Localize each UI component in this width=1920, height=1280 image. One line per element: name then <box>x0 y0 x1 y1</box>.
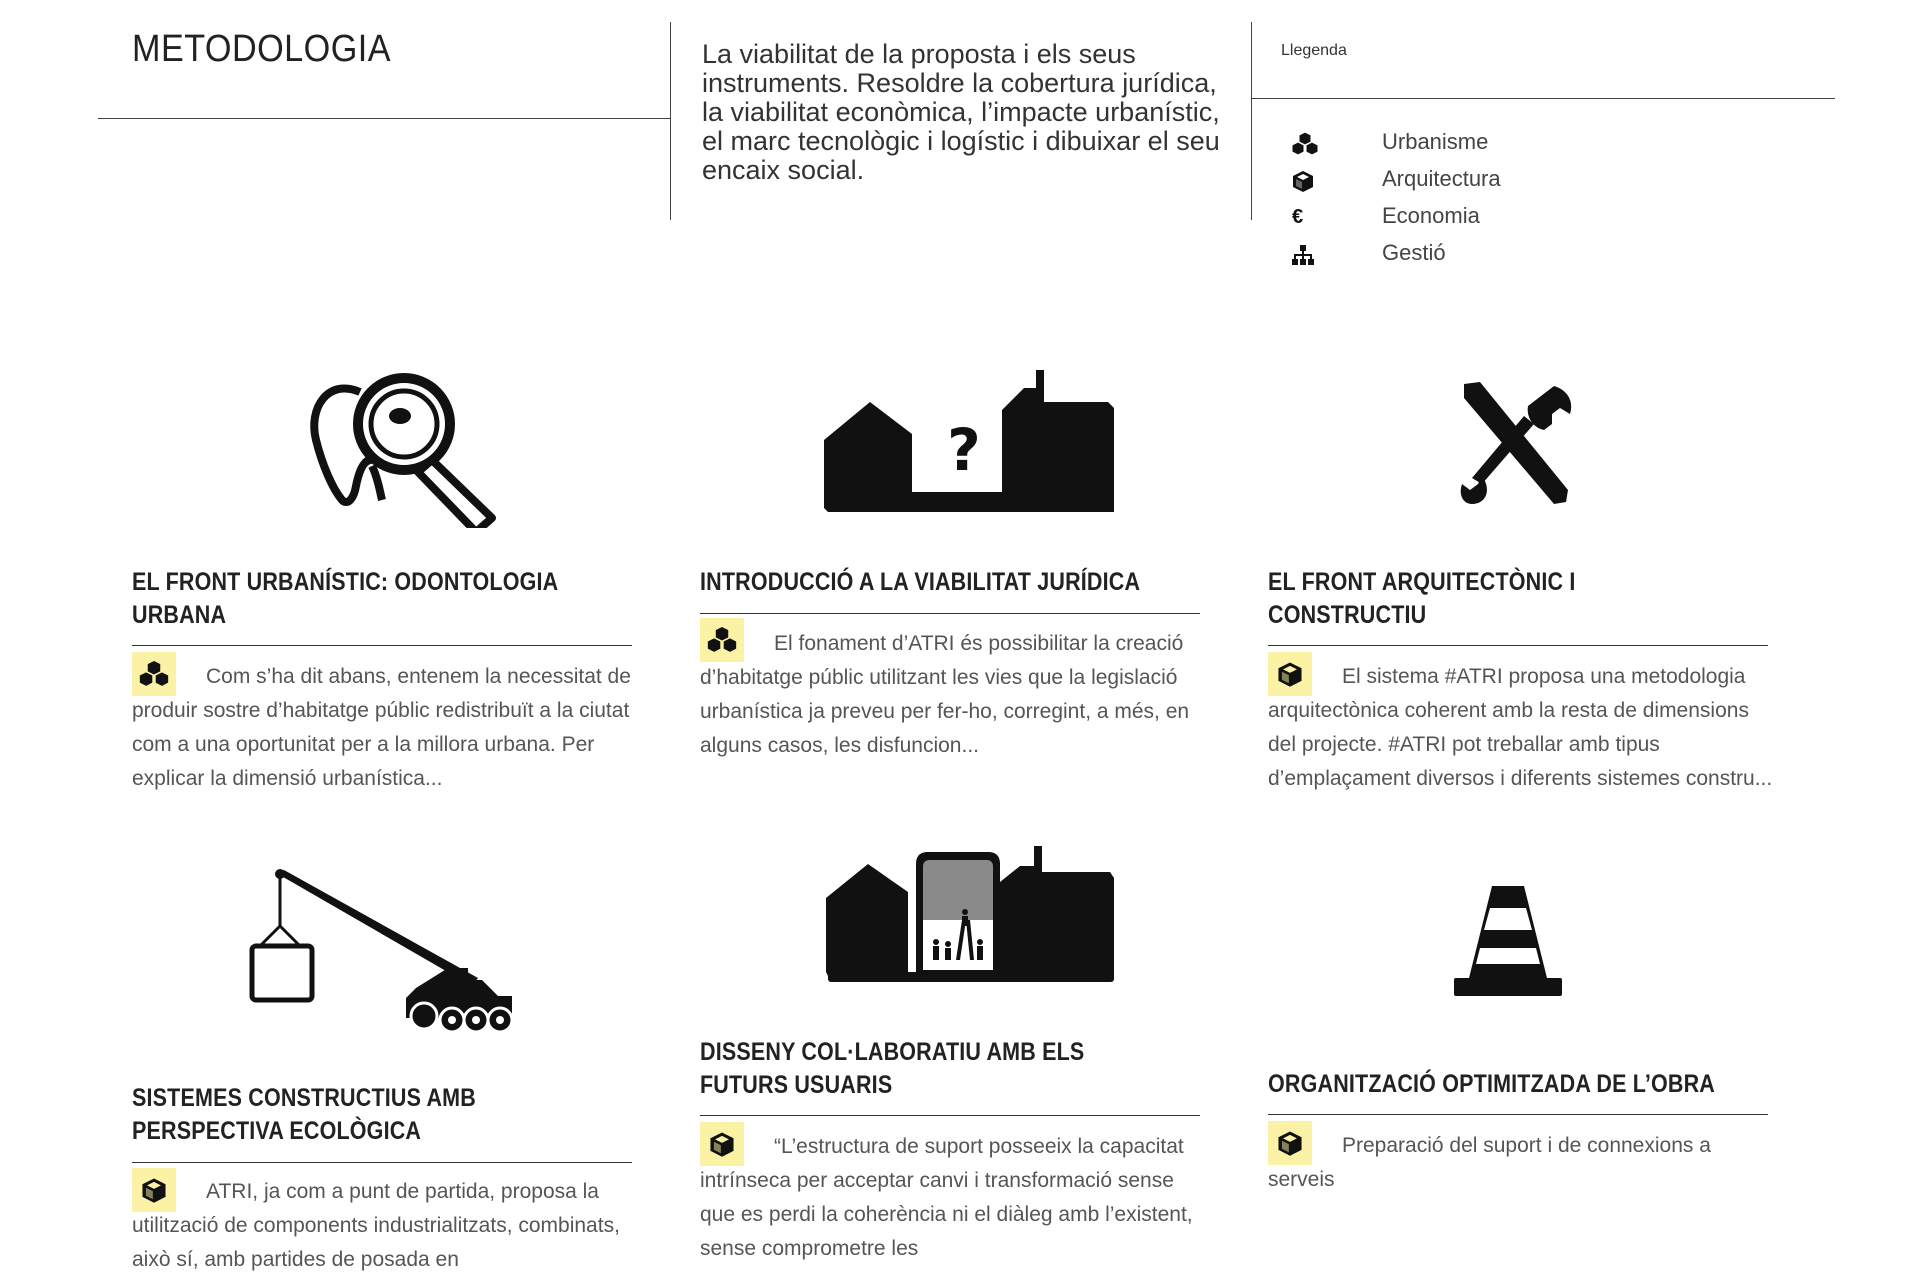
legend-label: Economia <box>1382 203 1480 228</box>
card-title[interactable]: SISTEMES CONSTRUCTIUS AMB PERSPECTIVA ECOLÒGICA <box>132 1084 476 1145</box>
cubes-icon <box>1290 131 1324 157</box>
card-divider <box>132 645 632 646</box>
header-divider-left <box>670 22 671 220</box>
svg-text:?: ? <box>947 416 981 484</box>
header-divider-right <box>1251 22 1252 220</box>
legend-item-urbanisme <box>1290 125 1590 162</box>
card-excerpt: El fonament d’ATRI és possibilitar la creació d’habitatge públic utilitzant les vies que la legislació urbanística ja preveu per fer-ho, corregint, a més, en alguns casos, les disfuncion... <box>700 632 1190 757</box>
legend-item-gestio <box>1290 236 1590 273</box>
card-title[interactable]: ORGANITZACIÓ OPTIMITZADA DE L’OBRA <box>1268 1070 1715 1098</box>
card-divider <box>700 1115 1200 1116</box>
legend-item-arquitectura <box>1290 162 1590 199</box>
card-excerpt: ATRI, ja com a punt de partida, proposa la utilització de components industrialitzats, combinats, això sí, amb partides de posada en <box>132 1180 620 1271</box>
hierarchy-icon <box>1290 242 1324 268</box>
intro-text: La viabilitat de la proposta i els seus instruments. Resoldre la cobertura jurídica, la viabilitat econòmica, l’impacte urbanístic, el marc tecnològic i logístic i dibuixar el seu encaix social. <box>702 39 1220 185</box>
buildings-workers-icon[interactable] <box>824 836 1116 993</box>
legend-label: Gestió <box>1382 240 1446 265</box>
wrench-screwdriver-icon[interactable] <box>1456 380 1576 513</box>
buildings-question-icon[interactable] <box>822 362 1118 527</box>
card-title[interactable]: INTRODUCCIÓ A LA VIABILITAT JURÍDICA <box>700 568 1141 596</box>
card-title[interactable]: EL FRONT URBANÍSTIC: ODONTOLOGIA URBANA <box>132 568 558 629</box>
legend-label: Urbanisme <box>1382 129 1489 154</box>
card-divider <box>1268 1114 1768 1115</box>
crane-truck-icon[interactable] <box>246 868 516 1041</box>
card-divider <box>132 1162 632 1163</box>
card-excerpt: “L’estructura de suport posseeix la capacitat intrínseca per acceptar canvi i transformació sense que es perdi la coherència ni el diàleg amb l’existent, sense comprometre les <box>700 1135 1193 1260</box>
card-excerpt: Preparació del suport i de connexions a serveis <box>1268 1134 1711 1191</box>
legend-label: Arquitectura <box>1382 166 1501 191</box>
card-title[interactable]: DISSENY COL·LABORATIU AMB ELS FUTURS USUARIS <box>700 1038 1085 1099</box>
legend-list <box>1290 125 1590 273</box>
card-divider <box>1268 645 1768 646</box>
legend-item-economia <box>1290 199 1590 236</box>
card-excerpt: Com s’ha dit abans, entenem la necessitat de produir sostre d’habitatge públic redistribuït a la ciutat com a una oportunitat per a la millora urbana. Per explicar la dimensió urbanística... <box>132 665 631 790</box>
legend-title: Llegenda <box>1281 42 1347 59</box>
traffic-cone-icon[interactable] <box>1452 882 1564 1005</box>
card-excerpt: El sistema #ATRI proposa una metodologia arquitectònica coherent amb la resta de dimensions del projecte. #ATRI pot treballar amb tipus d’emplaçament diversos i diferents sistemes constru... <box>1268 665 1773 790</box>
card-title[interactable]: EL FRONT ARQUITECTÒNIC I CONSTRUCTIU <box>1268 568 1576 629</box>
card-divider <box>700 613 1200 614</box>
euro-icon: € <box>1292 206 1304 228</box>
title-divider <box>98 118 670 119</box>
legend-divider <box>1251 98 1835 99</box>
page-title: METODOLOGIA <box>132 28 391 70</box>
cube-icon <box>1290 168 1324 194</box>
tooth-magnifier-icon[interactable] <box>308 368 508 533</box>
